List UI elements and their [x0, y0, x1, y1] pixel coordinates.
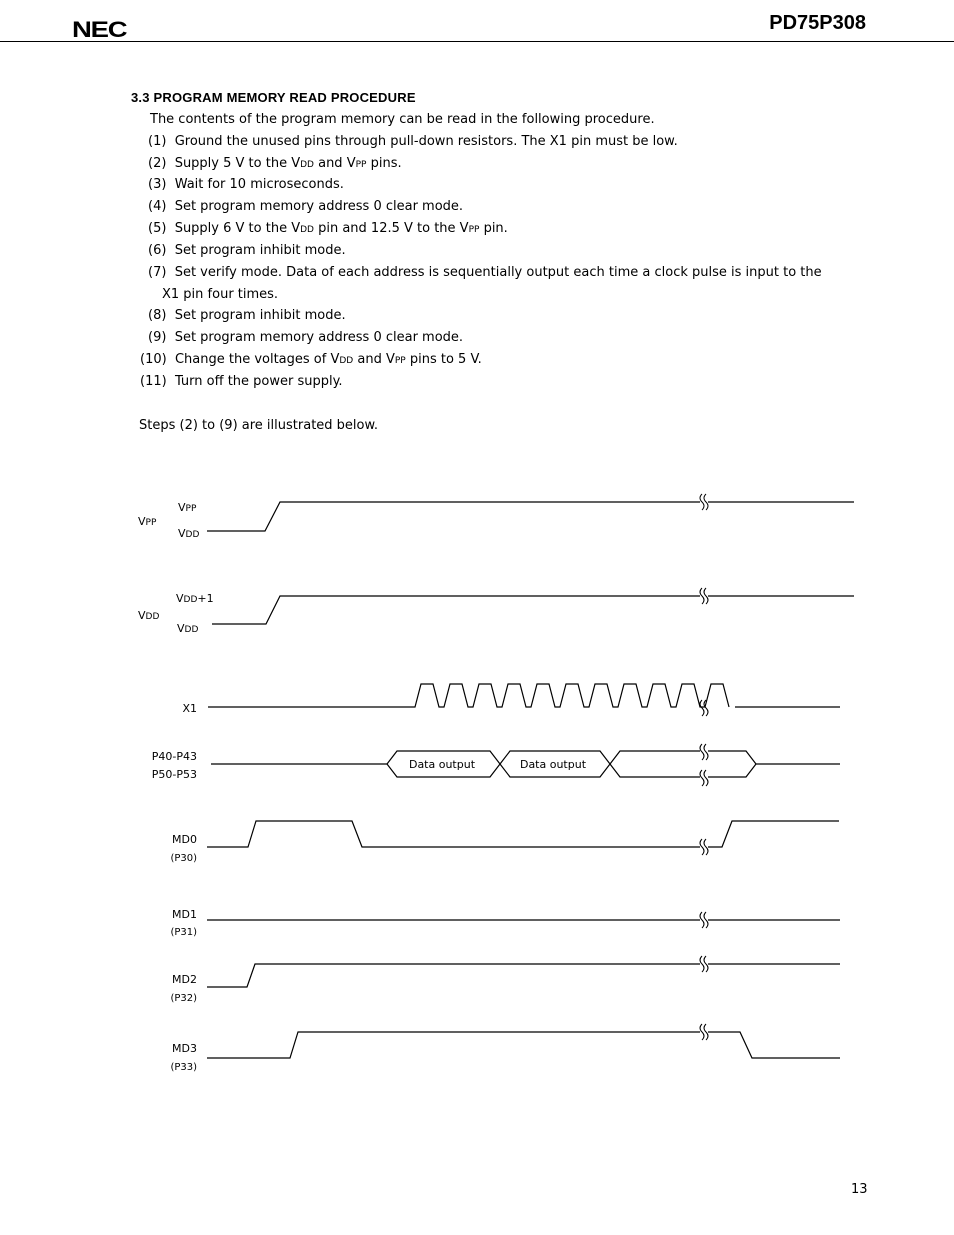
md3-signal-name: MD3: [172, 1042, 197, 1055]
md1-port-name: (P31): [170, 927, 197, 938]
step-number: (8): [148, 308, 167, 323]
illustration-note: Steps (2) to (9) are illustrated below.: [139, 418, 379, 433]
md0-waveform: [207, 821, 700, 847]
md0-port-name: (P30): [170, 853, 197, 864]
md2-port-name: (P32): [170, 993, 197, 1004]
step-text: Supply 6 V to the VDD pin and 12.5 V to the VPP pin.: [174, 221, 508, 236]
step-number: (2): [148, 156, 167, 171]
step-number: (11): [140, 374, 167, 389]
data-output-label-1: Data output: [408, 758, 476, 771]
step-text: Ground the unused pins through pull-down resistors. The X1 pin must be low.: [174, 134, 678, 149]
step-text: Turn off the power supply.: [174, 374, 343, 389]
vdd-high-level: VDD+1: [176, 592, 214, 605]
section-title: 3.3 PROGRAM MEMORY READ PROCEDURE: [131, 90, 416, 105]
vpp-low-level: VDD: [178, 527, 200, 540]
break-mark: [700, 770, 708, 786]
md0-waveform-end: [708, 821, 839, 847]
break-mark: [700, 1024, 708, 1040]
break-mark: [700, 588, 708, 604]
vdd-waveform: [212, 596, 700, 624]
md2-waveform: [207, 964, 700, 987]
vpp-waveform: [207, 502, 700, 531]
step-text: Set program inhibit mode.: [174, 243, 346, 258]
step-number: (4): [148, 199, 167, 214]
md0-signal-name: MD0: [172, 833, 197, 846]
nec-logo: NEC: [72, 17, 127, 42]
vpp-signal-name: VPP: [138, 515, 157, 528]
step-number: (6): [148, 243, 167, 258]
data-output-label-2: Data output: [519, 758, 587, 771]
data-bus-name-2: P50-P53: [151, 768, 197, 781]
step-text: Set program memory address 0 clear mode.: [174, 199, 464, 214]
intro-paragraph: The contents of the program memory can be read in the following procedure.: [150, 112, 655, 127]
step-text: Set program inhibit mode.: [174, 308, 346, 323]
step-text: Supply 5 V to the VDD and VPP pins.: [174, 156, 402, 171]
step-text: Set program memory address 0 clear mode.: [174, 330, 464, 345]
md3-port-name: (P33): [170, 1062, 197, 1073]
x1-signal-name: X1: [182, 702, 197, 715]
break-mark: [700, 494, 708, 510]
vdd-low-level: VDD: [177, 622, 199, 635]
md3-waveform: [207, 1032, 700, 1058]
md3-waveform-end: [708, 1032, 840, 1058]
document-id: PD75P308: [769, 12, 866, 34]
step-number: (10): [140, 352, 167, 367]
data-bus-name-1: P40-P43: [151, 750, 197, 763]
vdd-signal-name: VDD: [138, 609, 160, 622]
step-text: Change the voltages of VDD and VPP pins to 5 V.: [174, 352, 482, 367]
x1-clock-waveform: [208, 684, 729, 707]
data-bus-cell-3-bottom: [610, 764, 700, 777]
data-bus-cell-3-end: [708, 751, 756, 777]
step-number: (1): [148, 134, 167, 149]
break-mark: [700, 839, 708, 855]
vpp-high-level: VPP: [178, 501, 197, 514]
step-number: (5): [148, 221, 167, 236]
step-number: (7): [148, 265, 167, 280]
step-number: (9): [148, 330, 167, 345]
step-text: Set verify mode. Data of each address is sequentially output each time a clock pulse is input to the: [174, 265, 822, 280]
break-mark: [700, 744, 708, 760]
data-bus-cell-3-top: [610, 751, 700, 764]
step-number: (3): [148, 177, 167, 192]
break-mark: [700, 912, 708, 928]
step-text: Wait for 10 microseconds.: [174, 177, 344, 192]
md2-signal-name: MD2: [172, 973, 197, 986]
step-7-continuation: X1 pin four times.: [162, 287, 279, 302]
md1-signal-name: MD1: [172, 908, 197, 921]
page-number: 13: [851, 1182, 868, 1197]
break-mark: [700, 956, 708, 972]
